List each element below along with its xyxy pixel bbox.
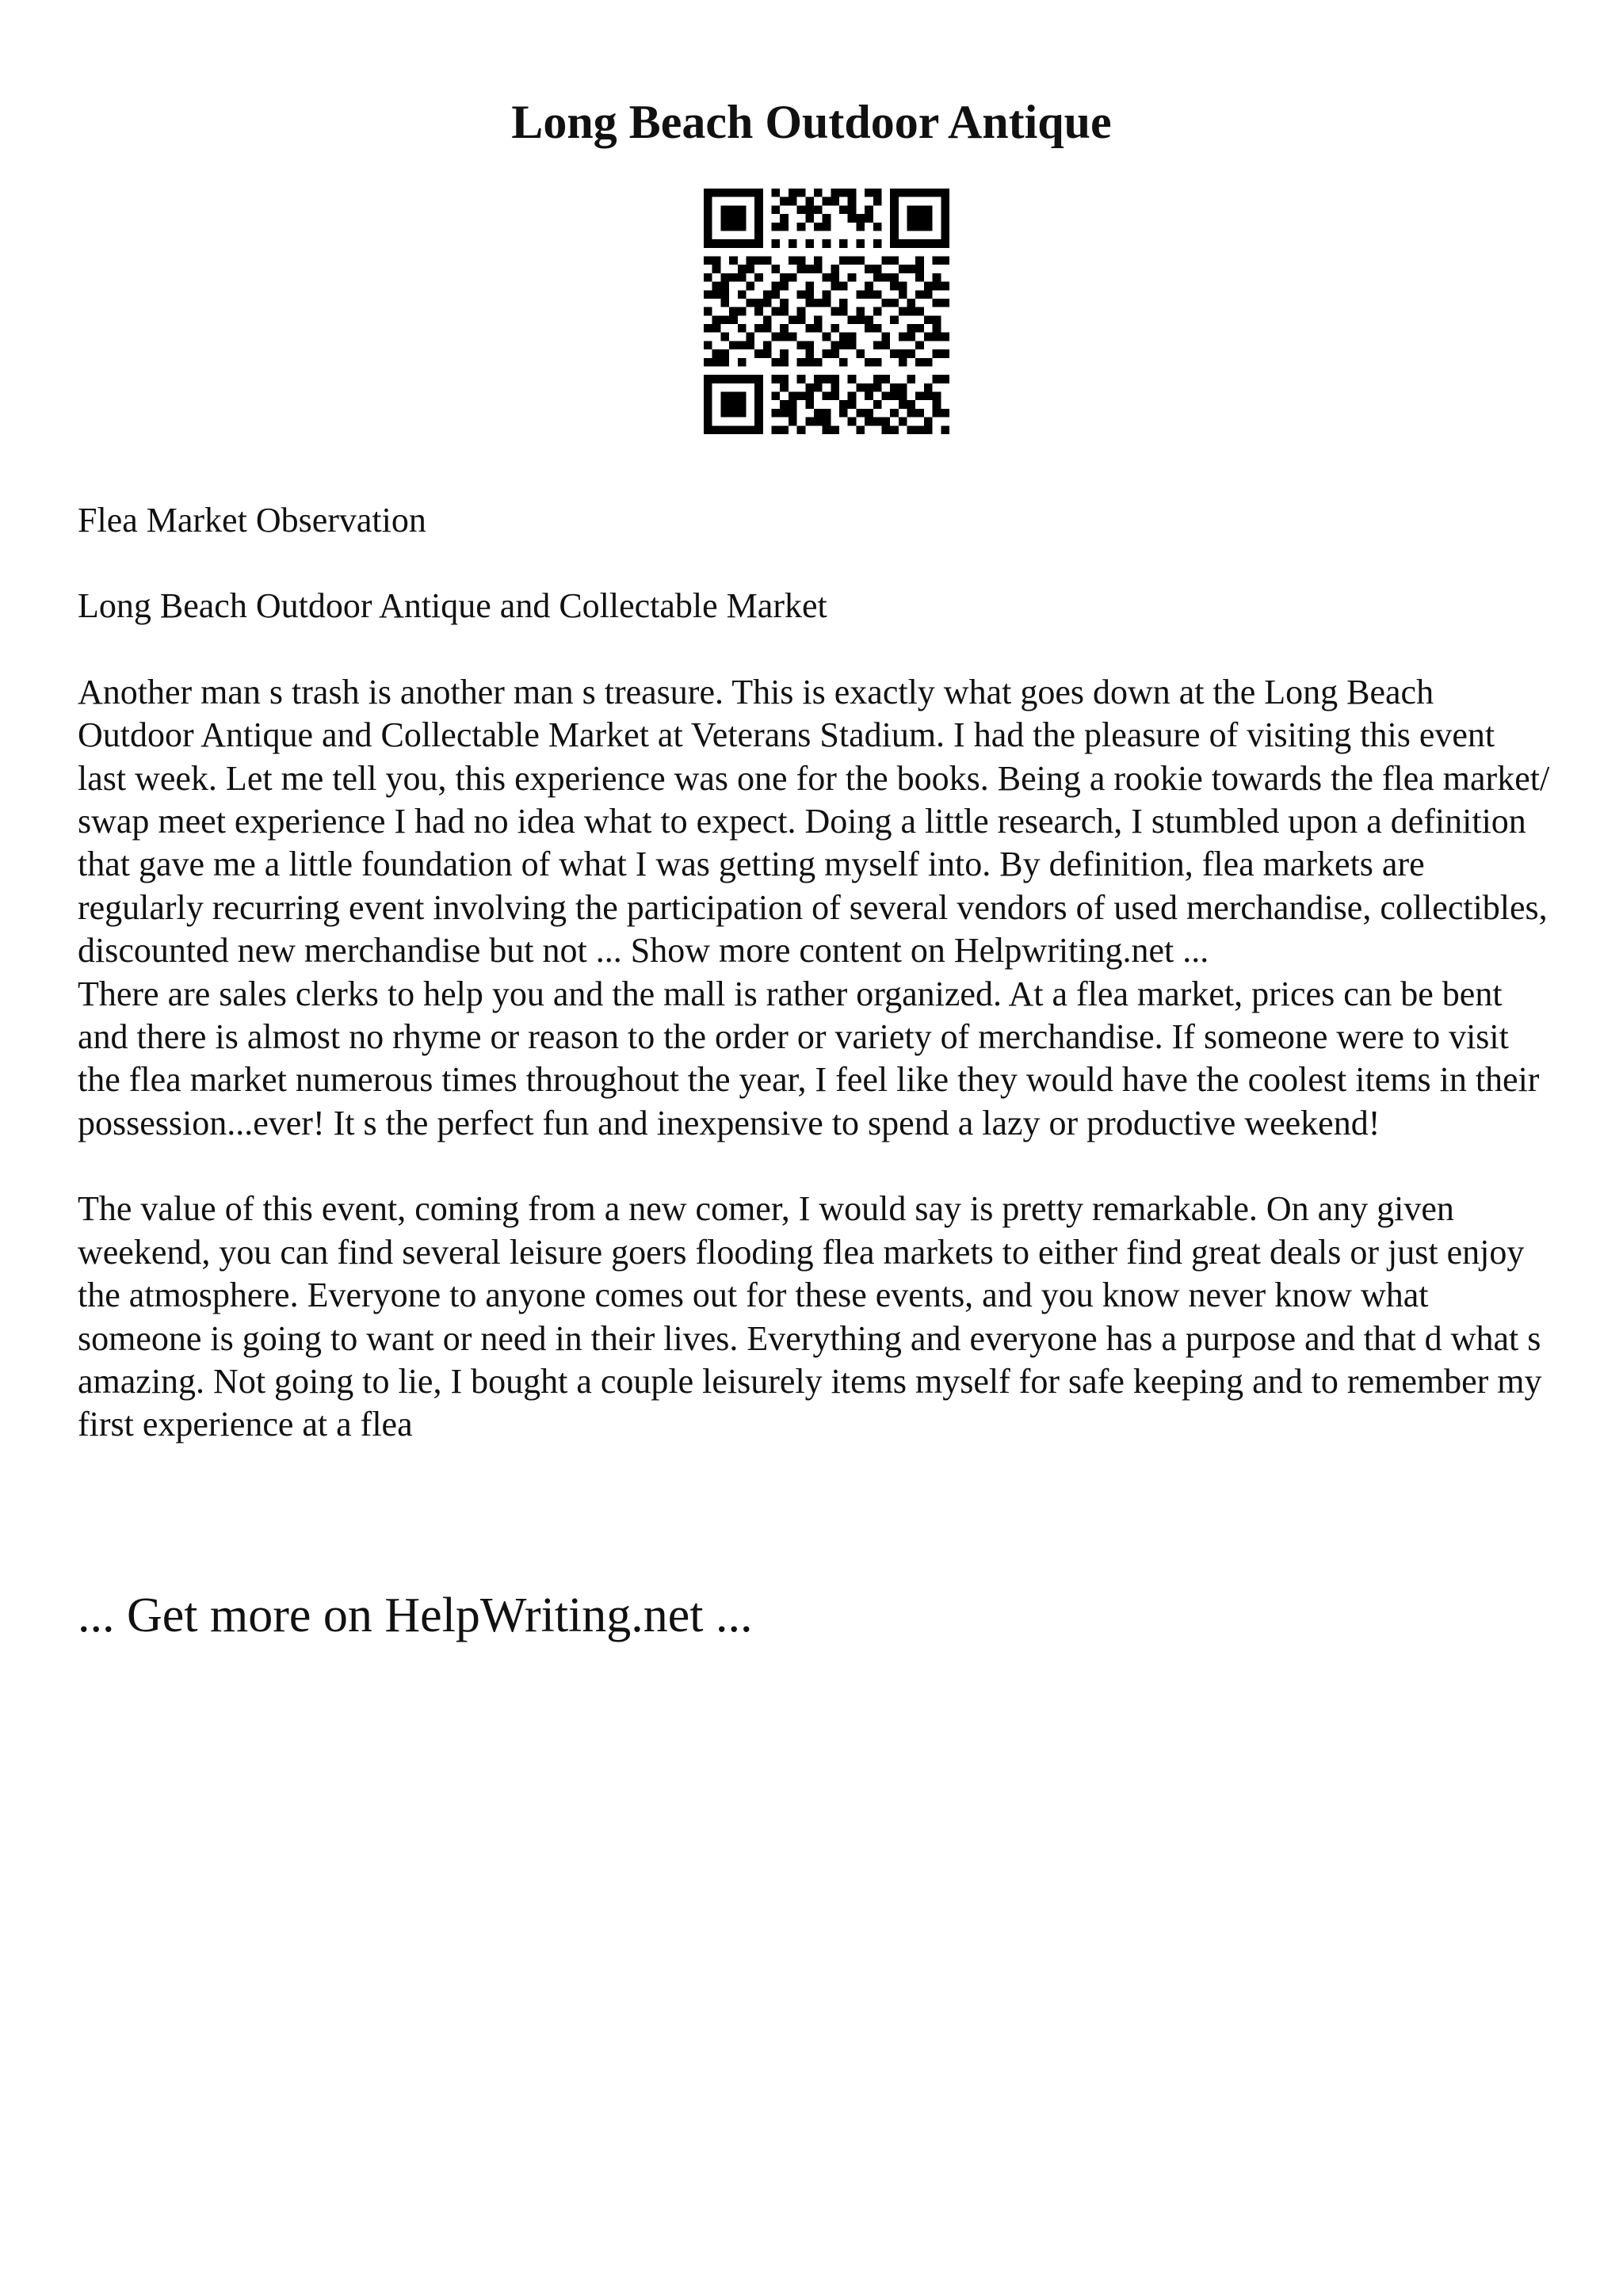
get-more-link[interactable]: ... Get more on HelpWriting.net ...	[78, 1589, 753, 1642]
document-body	[78, 499, 1552, 1447]
section-heading-observation: Flea Market Observation	[78, 501, 426, 540]
body-paragraph: Another man s trash is another man s treasure. This is exactly what goes down at the Long Beach Outdoor Antique and Collectable Market at Veterans Stadium. I had the pleasure of visiting this event last week. Let me tell you, this experience was one for the books. Being a rookie towards the flea market/ swap meet experience I had no idea what to expect. Doing a little research, I stumbled upon a definition that gave me a little foundation of what I was getting myself into. By definition, flea markets are regularly recurring event involving the participation of several vendors of used merchandise, collectibles, discounted new merchandise but not ... Show more content on Helpwriting.net ...	[78, 672, 1550, 971]
page-title: Long Beach Outdoor Antique	[511, 96, 1112, 148]
qr-code-icon	[704, 189, 949, 434]
body-paragraph: There are sales clerks to help you and the mall is rather organized. At a flea market, prices can be bent and there is almost no rhyme or reason to the order or variety of merchandise. If someone were to visit the flea market numerous times throughout the year, I feel like they would have the coolest items in their possession...ever! It s the perfect fun and inexpensive to spend a lazy or productive weekend!	[78, 974, 1540, 1142]
body-paragraph: The value of this event, coming from a new comer, I would say is pretty remarkable. On any given weekend, you can find several leisure goers flooding flea markets to either find great deals or just enjoy the atmosphere. Everyone to anyone comes out for these events, and you know never know what someone is going to want or need in their lives. Everything and everyone has a purpose and that d what s amazing. Not going to lie, I bought a couple leisurely items myself for safe keeping and to remember my first experience at a flea	[78, 1189, 1542, 1444]
section-heading-market: Long Beach Outdoor Antique and Collectable Market	[78, 586, 827, 626]
